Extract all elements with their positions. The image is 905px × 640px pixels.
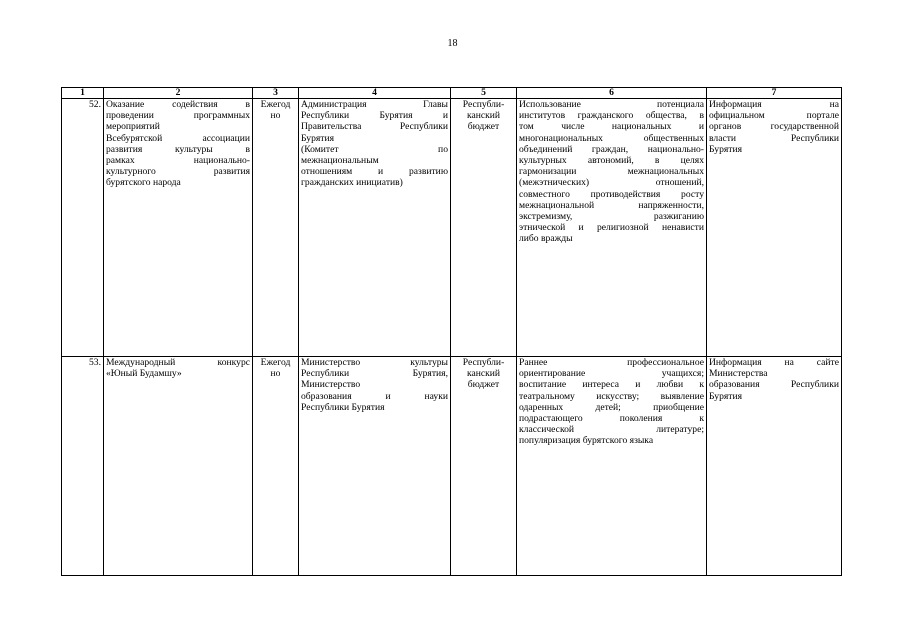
- text-line: Республи-: [462, 99, 505, 110]
- reporting-cell: [707, 99, 842, 357]
- text-line: межнациональным: [301, 155, 379, 167]
- text-line: гражданских инициатив): [301, 177, 403, 189]
- text-line: Всебурятской ассоциации: [106, 132, 250, 144]
- column-header: 7: [707, 88, 842, 99]
- text-line: культурного развития: [106, 166, 250, 178]
- text-line: проведении программных: [106, 110, 250, 122]
- text-line: Министерство: [301, 379, 361, 391]
- table-row: [62, 357, 842, 576]
- text-line: Ежегод: [260, 357, 291, 368]
- text-line: отношениям и развитию: [301, 166, 448, 178]
- text-line: власти Республики: [709, 132, 839, 144]
- text-line: совместного противодействия росту: [519, 188, 704, 200]
- text-line: Информация на: [709, 99, 839, 110]
- text-line: развития культуры в: [106, 143, 250, 155]
- text-line: мероприятий: [106, 121, 160, 133]
- text-line: межнациональной напряженности,: [519, 199, 704, 211]
- text-line: бюджет: [467, 121, 500, 133]
- row-number: 53.: [62, 357, 104, 576]
- text-line: Бурятия: [301, 132, 335, 144]
- text-line: гармонизации межнациональных: [519, 166, 704, 178]
- column-header: 6: [517, 88, 707, 99]
- text-line: воспитание интереса и любви к: [519, 379, 704, 391]
- document-table: [61, 87, 842, 576]
- text-line: Республики Бурятия и: [301, 110, 448, 122]
- text-line: Использование потенциала: [519, 99, 704, 110]
- text-line: бурятского народа: [106, 177, 181, 189]
- event-cell: [104, 99, 253, 357]
- text-line: театральному искусству; выявление: [519, 390, 704, 402]
- text-line: образования и науки: [301, 390, 448, 402]
- text-line: «Юный Будамшу»: [106, 368, 182, 380]
- text-line: но: [270, 110, 281, 122]
- text-line: канский: [466, 368, 501, 380]
- column-header: 3: [253, 88, 299, 99]
- text-line: этнической и религиозной ненависти: [519, 222, 704, 234]
- text-line: одаренных детей; приобщение: [519, 401, 704, 413]
- text-line: Министерство культуры: [301, 357, 448, 368]
- text-line: либо вражды: [519, 233, 573, 245]
- table-row: [62, 99, 842, 357]
- funding-cell: [451, 357, 517, 576]
- text-line: том числе национальных и: [519, 121, 704, 133]
- text-line: официальном портале: [709, 110, 839, 122]
- column-header: 5: [451, 88, 517, 99]
- text-line: рамках национально-: [106, 155, 250, 167]
- text-line: культурных автономий, в целях: [519, 155, 704, 167]
- text-line: Ежегод: [260, 99, 291, 110]
- text-line: бюджет: [467, 379, 500, 391]
- text-line: Республики Бурятия: [301, 401, 385, 413]
- text-line: Бурятия: [709, 390, 743, 402]
- column-header: 1: [62, 88, 104, 99]
- text-line: Раннее профессиональное: [519, 357, 704, 368]
- text-line: экстремизму, разжиганию: [519, 211, 704, 223]
- responsible-cell: [299, 99, 451, 357]
- text-line: Правительства Республики: [301, 121, 448, 133]
- text-line: Министерства: [709, 368, 768, 380]
- reporting-cell: [707, 357, 842, 576]
- text-line: Республи-: [462, 357, 505, 368]
- text-line: подрастающего поколения к: [519, 413, 704, 425]
- column-header: 4: [299, 88, 451, 99]
- row-number: 52.: [62, 99, 104, 357]
- period-cell: [253, 357, 299, 576]
- funding-cell: [451, 99, 517, 357]
- period-cell: [253, 99, 299, 357]
- responsible-cell: [299, 357, 451, 576]
- text-line: канский: [466, 110, 501, 122]
- text-line: Республики Бурятия,: [301, 368, 448, 380]
- text-line: Международный конкурс: [106, 357, 250, 368]
- header-row: [62, 88, 842, 99]
- text-line: Оказание содействия в: [106, 99, 250, 110]
- text-line: институтов гражданского общества, в: [519, 110, 704, 122]
- text-line: Бурятия: [709, 143, 743, 155]
- text-line: органов государственной: [709, 121, 839, 133]
- text-line: Администрация Главы: [301, 99, 448, 110]
- text-line: ориентирование учащихся;: [519, 368, 704, 380]
- result-cell: [517, 99, 707, 357]
- text-line: многонациональных общественных: [519, 132, 704, 144]
- text-line: образования Республики: [709, 379, 839, 391]
- event-cell: [104, 357, 253, 576]
- text-line: (межэтнических) отношений,: [519, 177, 704, 189]
- text-line: объединений граждан, национально-: [519, 143, 704, 155]
- page-number: 18: [447, 38, 458, 49]
- column-header: 2: [104, 88, 253, 99]
- text-line: классической литературе;: [519, 424, 704, 436]
- text-line: популяризация бурятского языка: [519, 435, 654, 447]
- text-line: (Комитет по: [301, 143, 448, 155]
- result-cell: [517, 357, 707, 576]
- text-line: Информация на сайте: [709, 357, 839, 368]
- text-line: но: [270, 368, 281, 380]
